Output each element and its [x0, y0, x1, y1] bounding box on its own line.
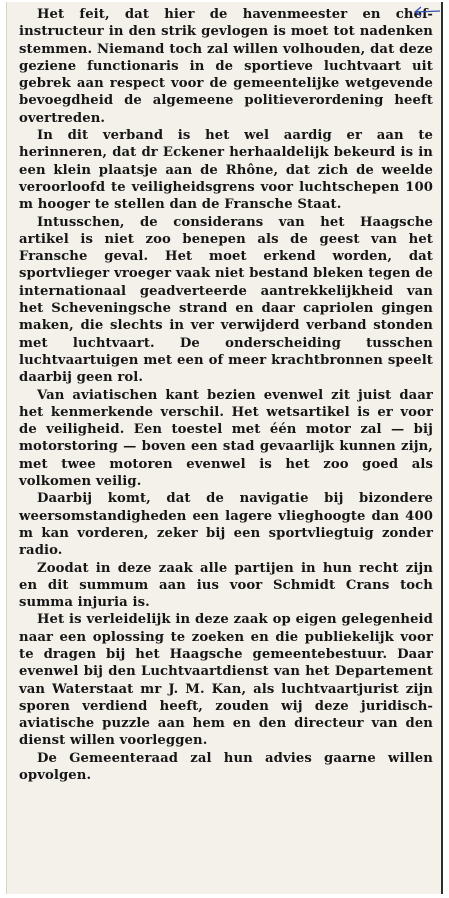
paragraph-4: Van aviatischen kant bezien evenwel zit juist daar het kenmerkende verschil. Het wetsartikel is er voor de veiligheid. Een toestel met één motor zal — bij motorstoring — boven een stad gevaarlijk kunnen zijn, met twee motoren evenwel is het zoo goed als volkomen veilig. — [19, 387, 433, 490]
paragraph-1: Het feit, dat hier de havenmeester en chef-instructeur in den strik gevlogen is moet tot nadenken stemmen. Niemand toch zal willen volhouden, dat deze geziene functionaris in de sportieve luchtvaart uit gebrek aan respect voor de gemeentelijke wetgevende bevoegdheid de algemeene politieverordening heeft overtreden. — [19, 7, 433, 126]
paragraph-7: Het is verleidelijk in deze zaak op eigen gelegenheid naar een oplossing te zoeken en die publiekelijk voor te dragen bij het Haagsche gemeentebestuur. Daar evenwel bij den Luchtvaartdienst van het Departement van Waterstaat mr J. M. Kan, als luchtvaartjurist zijn sporen verdiend heeft, zouden wij deze juridisch-aviatische puzzle aan hem en den directeur van den dienst willen voorleggen. — [19, 612, 433, 749]
paragraph-5: Daarbij komt, dat de navigatie bij bizondere weersomstandigheden een lagere vlieghoogte dan 400 m kan vorderen, zeker bij een sportvliegtuig zonder radio. — [19, 491, 433, 559]
paragraph-8: De Gemeenteraad zal hun advies gaarne willen opvolgen. — [19, 750, 433, 784]
paragraph-6: Zoodat in deze zaak alle partijen in hun recht zijn en dit summum aan ius voor Schmidt Crans toch summa injuria is. — [19, 560, 433, 611]
paragraph-3: Intusschen, de considerans van het Haagsche artikel is niet zoo benepen als de geest van het Fransche geval. Het moet erkend worden, dat sportvlieger vroeger vaak niet bestand bleken tegen de internationaal geadverteerde aantrekkelijkheid van het Scheveningsche strand en daar capriolen gingen maken, die slechts in ver verwijderd verband stonden met luchtvaart. De onderscheiding tusschen luchtvaartuigen met een of meer krachtbronnen speelt daarbij geen rol. — [19, 214, 433, 386]
arrow-left-icon — [413, 6, 441, 18]
article-column — [7, 2, 441, 784]
paragraph-2: In dit verband is het wel aardig er aan te herinneren, dat dr Eckener herhaaldelijk bekeurd is in een klein plaatsje aan de Rhône, dat zich de weelde veroorloofd te veiligheidsgrens voor luchtschepen 100 m hooger te stellen dan de Fransche Staat. — [19, 128, 433, 213]
newspaper-clipping — [6, 2, 443, 894]
